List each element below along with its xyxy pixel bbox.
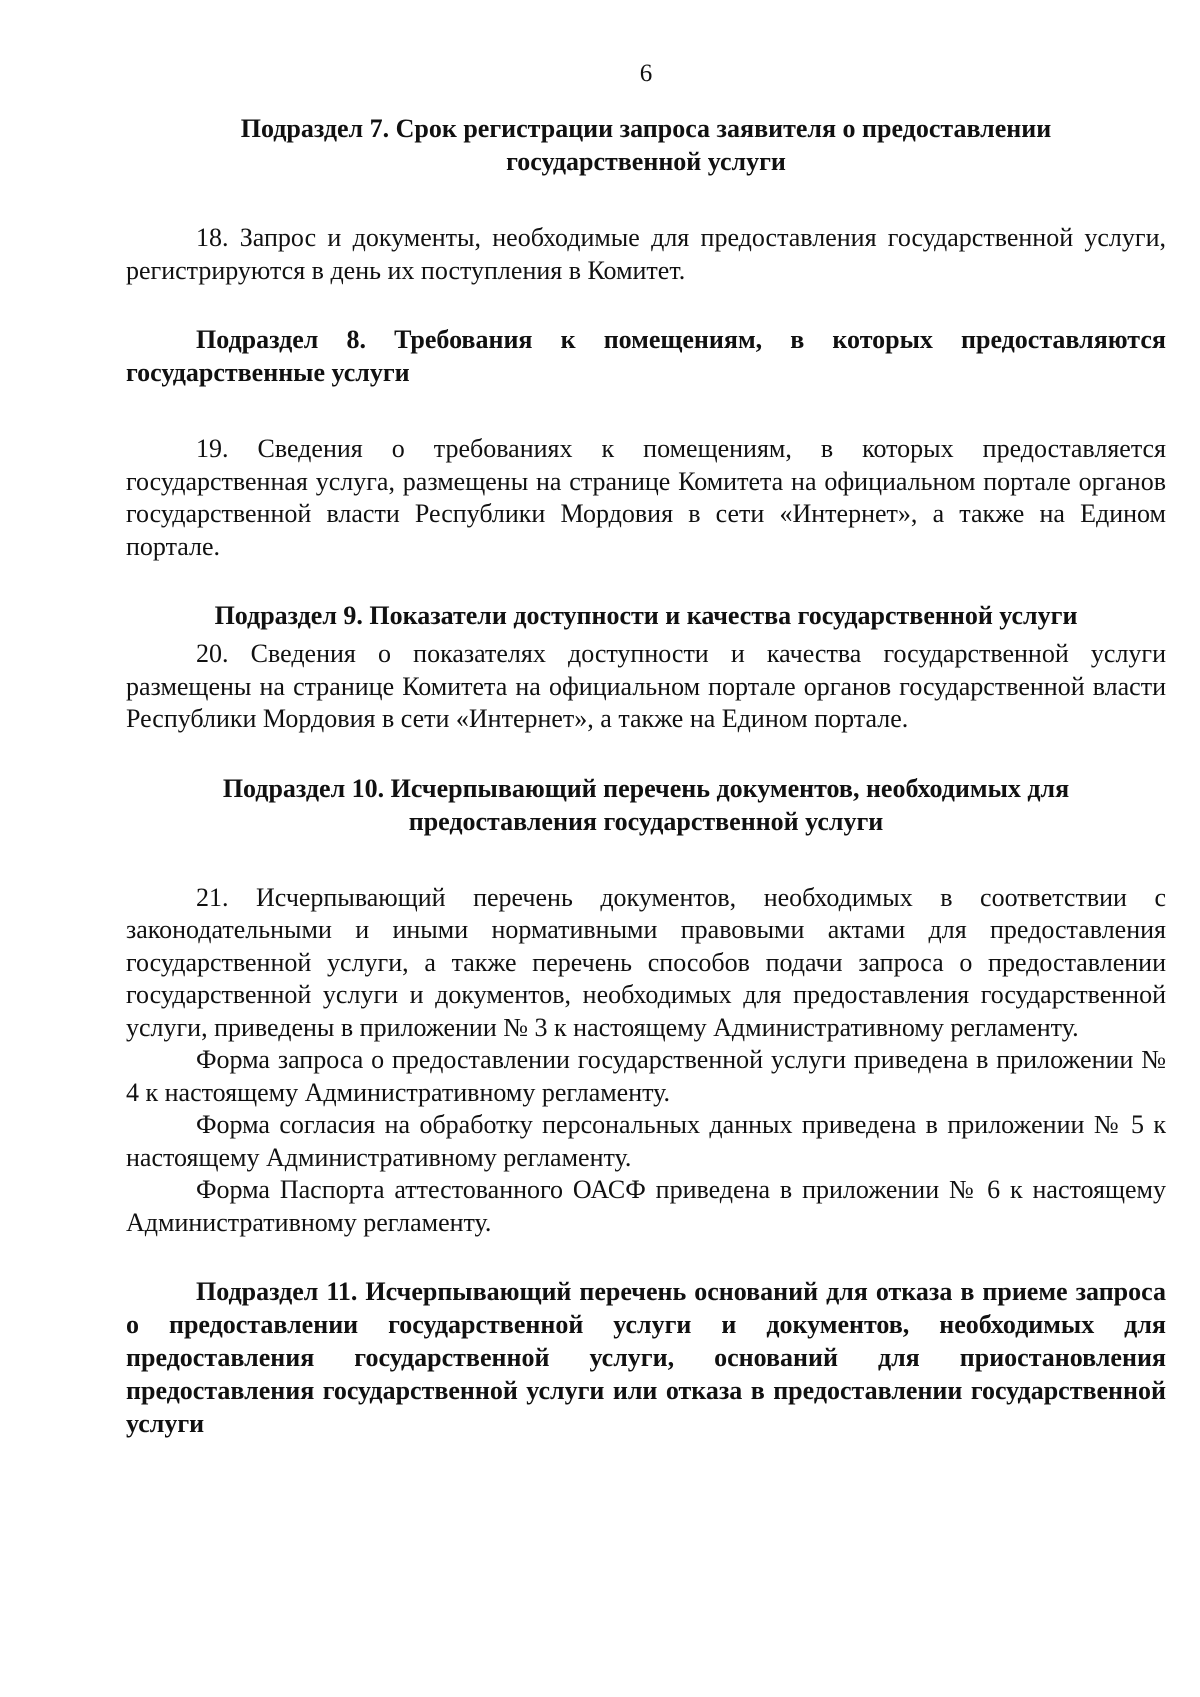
section-heading: Подраздел 10. Исчерпывающий перечень документов, необходимых для предоставления государственной услуги (222, 773, 1070, 836)
paragraph: 21. Исчерпывающий перечень документов, необходимых в соответствии с законодательными и иными нормативными правовыми актами для предоставления государственной услуги, а также перечень способов подачи запроса о предоставлении государственной услуги и документов, необходимых для предоставления государственной услуги, приведены в приложении № 3 к настоящему Административному регламенту. (126, 882, 1166, 1042)
section-heading: Подраздел 8. Требования к помещениям, в которых предоставляются государственные услуги (126, 325, 1166, 387)
document-page (126, 58, 1166, 1440)
paragraph: 18. Запрос и документы, необходимые для предоставления государственной услуги, регистрируются в день их поступления в Комитет. (126, 223, 1166, 285)
section-heading: Подраздел 11. Исчерпывающий перечень оснований для отказа в приеме запроса о предоставлении государственной услуги и документов, необходимых для предоставления государственной услуги, оснований для приостановления предоставления государственной услуги или отказа в предоставлении государственной услуги (126, 1277, 1166, 1438)
section-heading: Подраздел 9. Показатели доступности и качества государственной услуги (214, 601, 1078, 630)
section-11 (126, 1275, 1166, 1440)
paragraph: 20. Сведения о показателях доступности и качества государственной услуги размещены на странице Комитета на официальном портале органов государственной власти Республики Мордовия в сети «Интернет», а также на Едином портале. (126, 639, 1166, 733)
page-number: 6 (639, 60, 653, 87)
paragraph: 19. Сведения о требованиях к помещениям, в которых предоставляется государственная услуга, размещены на странице Комитета на официальном портале органов государственной власти Республики Мордовия в сети «Интернет», а также на Едином портале. (126, 434, 1166, 561)
section-9 (126, 599, 1166, 736)
paragraph: Форма Паспорта аттестованного ОАСФ приведена в приложении № 6 к настоящему Административному регламенту. (126, 1175, 1166, 1237)
section-8 (126, 323, 1166, 563)
paragraph: Форма запроса о предоставлении государственной услуги приведена в приложении № 4 к настоящему Административному регламенту. (126, 1045, 1166, 1107)
paragraph: Форма согласия на обработку персональных данных приведена в приложении № 5 к настоящему Административному регламенту. (126, 1110, 1166, 1172)
section-10 (126, 772, 1166, 1240)
section-7 (126, 112, 1166, 287)
section-heading: Подраздел 7. Срок регистрации запроса заявителя о предоставлении государственной услуги (240, 114, 1052, 176)
